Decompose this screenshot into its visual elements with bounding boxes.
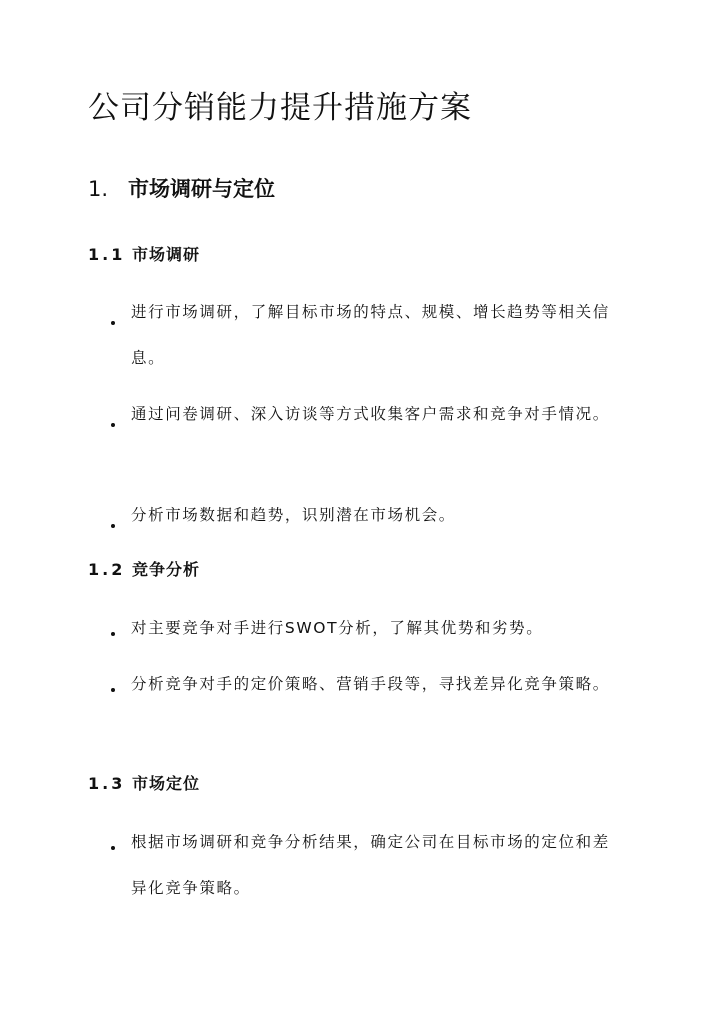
- subsection-title: 竞争分析: [132, 560, 201, 579]
- section-title: 市场调研与定位: [128, 177, 275, 201]
- list-item-text: 通过问卷调研、深入访谈等方式收集客户需求和竞争对手情况。: [131, 405, 610, 423]
- bullet-dot: [111, 688, 115, 692]
- list-item-text: 进行市场调研，了解目标市场的特点、规模、增长趋势等相关信息。: [131, 303, 610, 367]
- list-item-text: 分析市场数据和趋势，识别潜在市场机会。: [131, 506, 456, 524]
- list-item-text: 根据市场调研和竞争分析结果，确定公司在目标市场的定位和差异化竞争策略。: [131, 833, 610, 897]
- subsection-heading-1-1: [88, 243, 200, 267]
- list-item-text: 对主要竞争对手进行SWOT分析，了解其优势和劣势。: [131, 619, 544, 637]
- subsection-number: 1.2: [88, 560, 126, 579]
- bullet-dot: [111, 321, 115, 325]
- document-title: 公司分销能力提升措施方案: [88, 90, 472, 126]
- subsection-title: 市场调研: [132, 245, 201, 264]
- bullet-dot: [111, 423, 115, 427]
- section-number: 1.: [88, 177, 109, 201]
- bullet-dot: [111, 632, 115, 636]
- bullet-dot: [111, 524, 115, 528]
- subsection-number: 1.1: [88, 245, 126, 264]
- subsection-title: 市场定位: [132, 774, 201, 793]
- bullet-dot: [111, 846, 115, 850]
- subsection-heading-1-2: [88, 558, 200, 582]
- subsection-number: 1.3: [88, 774, 126, 793]
- subsection-heading-1-3: [88, 772, 200, 796]
- list-item-text: 分析竞争对手的定价策略、营销手段等，寻找差异化竞争策略。: [131, 675, 610, 693]
- section-heading-1: [88, 173, 275, 205]
